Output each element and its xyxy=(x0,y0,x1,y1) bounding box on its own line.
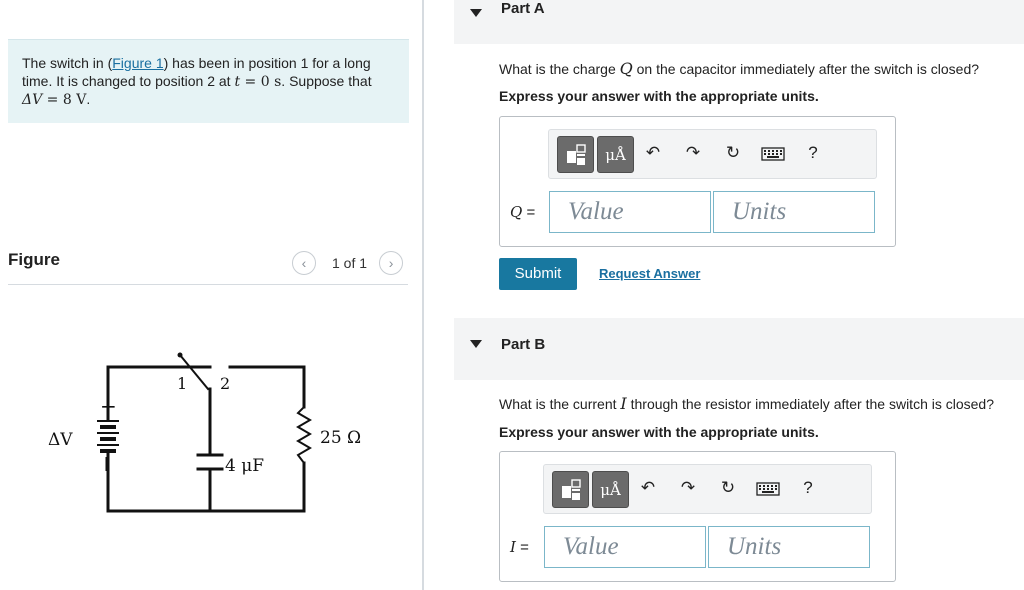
source-label: ΔV xyxy=(48,430,73,450)
capacitor-label: 4 μF xyxy=(225,456,265,476)
keyboard-icon[interactable] xyxy=(756,481,780,501)
part-b-var-symbol: I xyxy=(510,538,516,556)
templates-icon[interactable] xyxy=(552,471,589,508)
part-b-var-label xyxy=(510,538,529,556)
part-b-units-input[interactable]: Units xyxy=(708,526,870,568)
part-a-answer-box xyxy=(499,116,896,247)
undo-icon[interactable]: ↶ xyxy=(640,478,656,497)
units-icon[interactable]: μÅ xyxy=(592,471,629,508)
part-a-units-input[interactable]: Units xyxy=(713,191,875,233)
part-a-header[interactable] xyxy=(454,0,1024,44)
redo-icon[interactable]: ↷ xyxy=(680,478,696,497)
submit-button[interactable]: Submit xyxy=(499,258,577,290)
part-a-question-text-1: What is the charge xyxy=(499,61,620,77)
collapse-triangle-icon[interactable] xyxy=(470,9,482,17)
problem-dv-label: ΔV xyxy=(22,92,43,108)
problem-t-var: t xyxy=(234,73,241,90)
figure-divider xyxy=(8,284,408,285)
problem-dv-value: = 8 V xyxy=(42,92,87,108)
part-b-equals: = xyxy=(515,539,529,556)
figure-title: Figure xyxy=(8,250,60,269)
problem-t-eq: = 0 s xyxy=(240,73,282,90)
part-b-question-text-1: What is the current xyxy=(499,396,621,412)
problem-statement xyxy=(8,39,409,123)
part-a-instruction: Express your answer with the appropriate units. xyxy=(499,88,819,104)
collapse-triangle-icon[interactable] xyxy=(470,340,482,348)
figure-nav xyxy=(292,251,403,275)
chevron-right-icon[interactable]: › xyxy=(379,251,403,275)
help-icon[interactable]: ? xyxy=(808,143,818,162)
problem-text-1: The switch in ( xyxy=(22,55,113,71)
part-a-question xyxy=(499,59,979,78)
part-a-toolbar xyxy=(548,129,877,179)
units-icon[interactable]: μÅ xyxy=(597,136,634,173)
part-b-title: Part B xyxy=(501,336,546,353)
part-a-title: Part A xyxy=(501,0,545,17)
keyboard-icon[interactable] xyxy=(761,146,785,166)
part-b-question-var: I xyxy=(620,394,627,413)
templates-icon[interactable] xyxy=(557,136,594,173)
part-a-question-text-2: on the capacitor immediately after the switch is closed? xyxy=(632,61,980,77)
part-b-question-text-2: through the resistor immediately after the switch is closed? xyxy=(626,396,994,412)
problem-text-3: . Suppose that xyxy=(281,72,372,89)
problem-pane xyxy=(0,0,424,590)
switch-position-2: 2 xyxy=(220,374,231,393)
part-b-header[interactable] xyxy=(454,318,1024,380)
request-answer-link[interactable]: Request Answer xyxy=(599,266,701,281)
part-b-answer-box xyxy=(499,451,896,582)
undo-icon[interactable]: ↶ xyxy=(645,143,661,162)
answer-pane xyxy=(426,0,1024,590)
part-a-var-label xyxy=(510,203,535,221)
chevron-left-icon[interactable]: ‹ xyxy=(292,251,316,275)
switch-position-1: 1 xyxy=(177,374,188,393)
part-b-toolbar xyxy=(543,464,872,514)
part-a-question-var: Q xyxy=(619,59,633,78)
part-b-instruction: Express your answer with the appropriate units. xyxy=(499,424,819,440)
redo-icon[interactable]: ↷ xyxy=(685,143,701,162)
part-a-value-input[interactable]: Value xyxy=(549,191,711,233)
reset-icon[interactable]: ↻ xyxy=(720,478,736,497)
problem-text-2: ) has been in position 1 for a long time. It is changed to position 2 at xyxy=(22,55,371,89)
part-a-equals: = xyxy=(522,204,536,221)
battery-plus-sign: + xyxy=(100,394,117,418)
part-b-value-input[interactable]: Value xyxy=(544,526,706,568)
reset-icon[interactable]: ↻ xyxy=(725,143,741,162)
part-b-question xyxy=(499,394,994,413)
problem-period: . xyxy=(86,91,91,107)
resistor-label: 25 Ω xyxy=(320,428,362,448)
help-icon[interactable]: ? xyxy=(803,478,813,497)
figure-link[interactable]: Figure 1 xyxy=(112,55,164,71)
part-a-var-symbol: Q xyxy=(510,203,523,221)
figure-counter: 1 of 1 xyxy=(332,255,368,271)
circuit-diagram xyxy=(40,345,380,520)
